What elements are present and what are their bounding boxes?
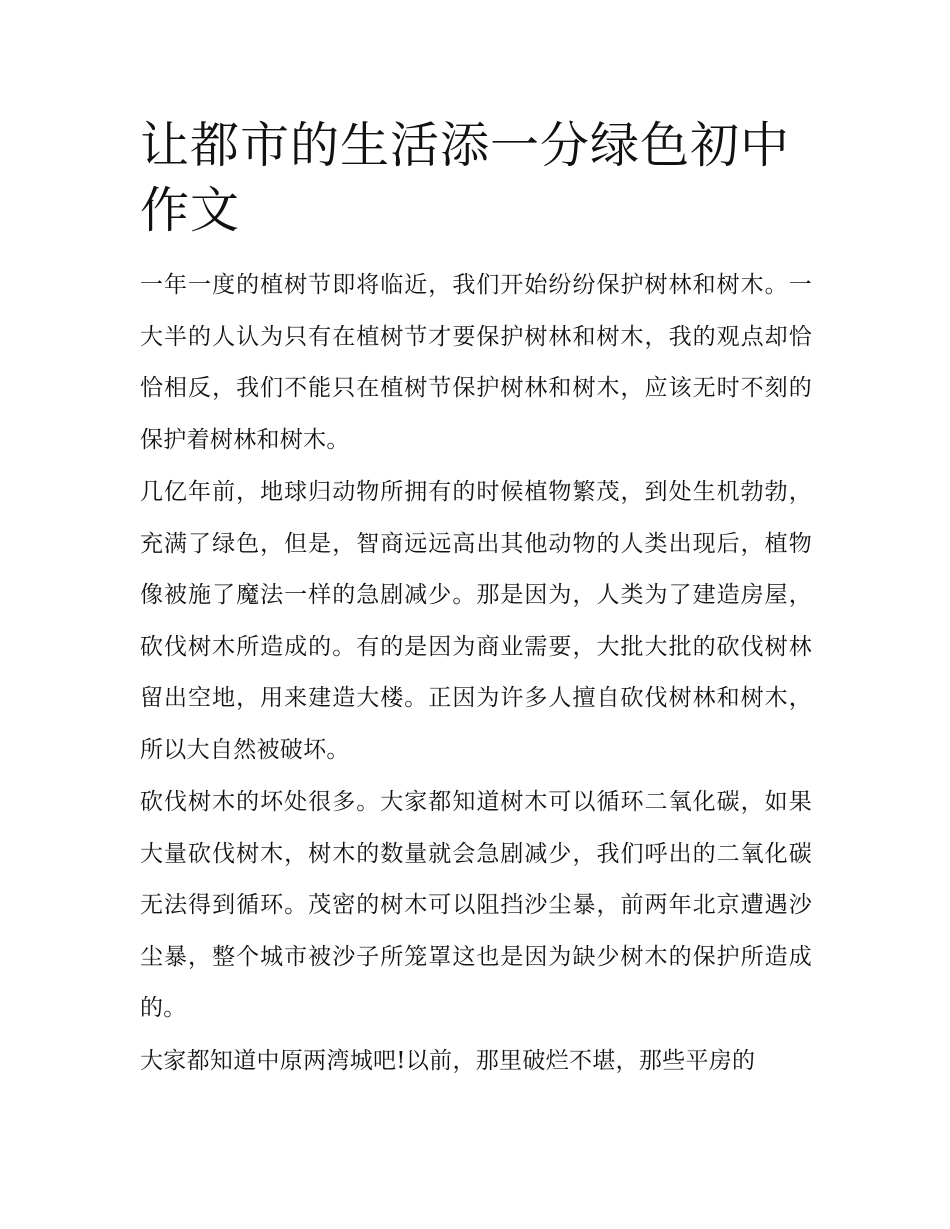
paragraph-1: 一年一度的植树节即将临近，我们开始纷纷保护树林和树木。一大半的人认为只有在植树节才要保护树林和树木，我的观点却恰恰相反，我们不能只在植树节保护树林和树木，应该无时不刻的保护着树林和树木。	[140, 272, 812, 453]
document-title: 让都市的生活添一分绿色初中作文	[140, 117, 791, 239]
document-page	[140, 113, 812, 1087]
paragraph-4: 大家都知道中原两湾城吧!以前，那里破烂不堪，那些平房的	[140, 1047, 756, 1074]
paragraph-3: 砍伐树木的坏处很多。大家都知道树木可以循环二氧化碳，如果大量砍伐树木，树木的数量就会急剧减少，我们呼出的二氧化碳无法得到循环。茂密的树木可以阻挡沙尘暴，前两年北京遭遇沙尘暴，整个城市被沙子所笼罩这也是因为缺少树木的保护所造成的。	[140, 789, 812, 1021]
paragraph-2: 几亿年前，地球归动物所拥有的时候植物繁茂，到处生机勃勃，充满了绿色，但是，智商远远高出其他动物的人类出现后，植物像被施了魔法一样的急剧减少。那是因为，人类为了建造房屋，砍伐树木所造成的。有的是因为商业需要，大批大批的砍伐树林留出空地，用来建造大楼。正因为许多人擅自砍伐树林和树木，所以大自然被破坏。	[140, 479, 812, 763]
